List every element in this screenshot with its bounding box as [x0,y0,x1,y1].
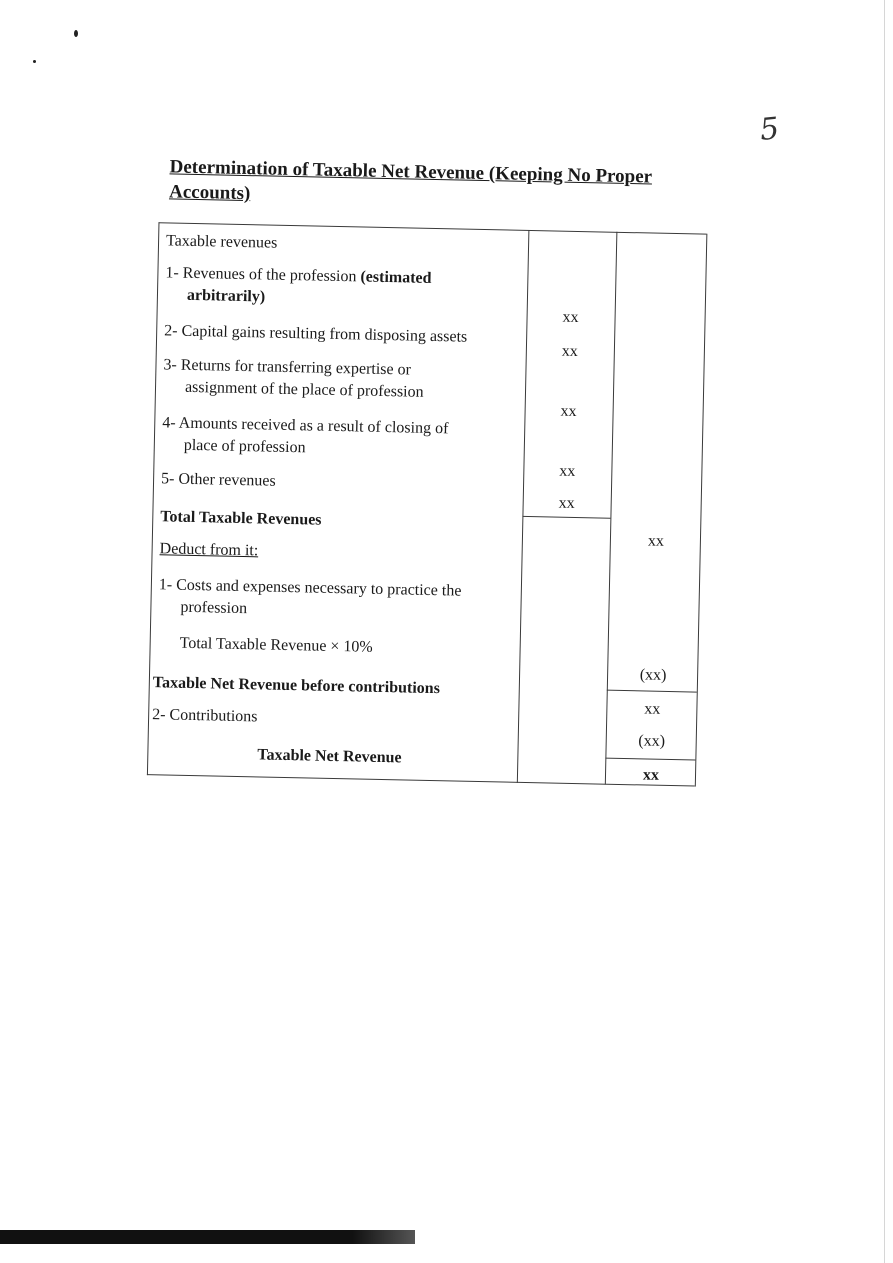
scan-speck [74,30,78,37]
page-edge [884,0,885,1263]
table-header: Taxable revenues [165,232,278,252]
contributions-item [152,704,258,728]
scan-bottom-bar [0,1230,415,1244]
page-number: 5 [758,111,781,148]
item-text-bold: (estimated [360,268,432,287]
cost-value: (xx) [639,666,667,684]
revenue-item-5 [161,468,276,492]
item-number: 1- [158,576,173,594]
deduct-label: Deduct from it: [159,540,259,560]
item-text: Revenues of the profession [182,264,361,286]
revenue-value-5: xx [558,494,575,512]
item-number: 1- [165,264,179,282]
scan-speck [33,60,36,63]
before-contributions-value: xx [644,700,661,718]
before-contributions-label: Taxable Net Revenue before contributions [152,674,441,698]
net-revenue-label: Taxable Net Revenue [257,746,402,767]
item-text-continued: assignment of the place of profession [184,378,424,401]
item-text: Costs and expenses necessary to practice the [176,576,462,600]
total-taxable-revenues-value: xx [647,532,665,550]
revenue-value-1: xx [562,308,579,327]
revenue-value-4: xx [559,462,576,480]
item-text: Capital gains resulting from disposing assets [181,322,468,346]
net-revenue-value: xx [642,766,660,784]
item-number: 4- [162,414,176,432]
item-text-continued: place of profession [183,436,306,457]
revenue-item-2 [164,320,467,348]
item-number: 5- [160,470,175,488]
cost-formula: Total Taxable Revenue × 10% [179,634,373,656]
item-number: 3- [163,356,178,374]
item-text: Contributions [169,706,258,726]
total-taxable-revenues-label: Total Taxable Revenues [160,508,322,529]
item-number: 2- [164,322,178,340]
contributions-value: (xx) [638,732,666,750]
document-body [136,150,710,822]
item-number: 2- [151,706,166,724]
item-text-continued: profession [180,598,248,618]
revenue-value-3: xx [560,402,577,420]
revenue-value-2: xx [561,342,579,361]
page-title: Determination of Taxable Net Revenue (Keeping No Proper Accounts) [168,156,653,205]
item-text: Amounts received as a result of closing of [178,414,449,438]
item-text-continued: arbitrarily) [186,286,266,306]
item-text: Other revenues [178,470,276,490]
item-text: Returns for transferring expertise or [180,356,412,379]
